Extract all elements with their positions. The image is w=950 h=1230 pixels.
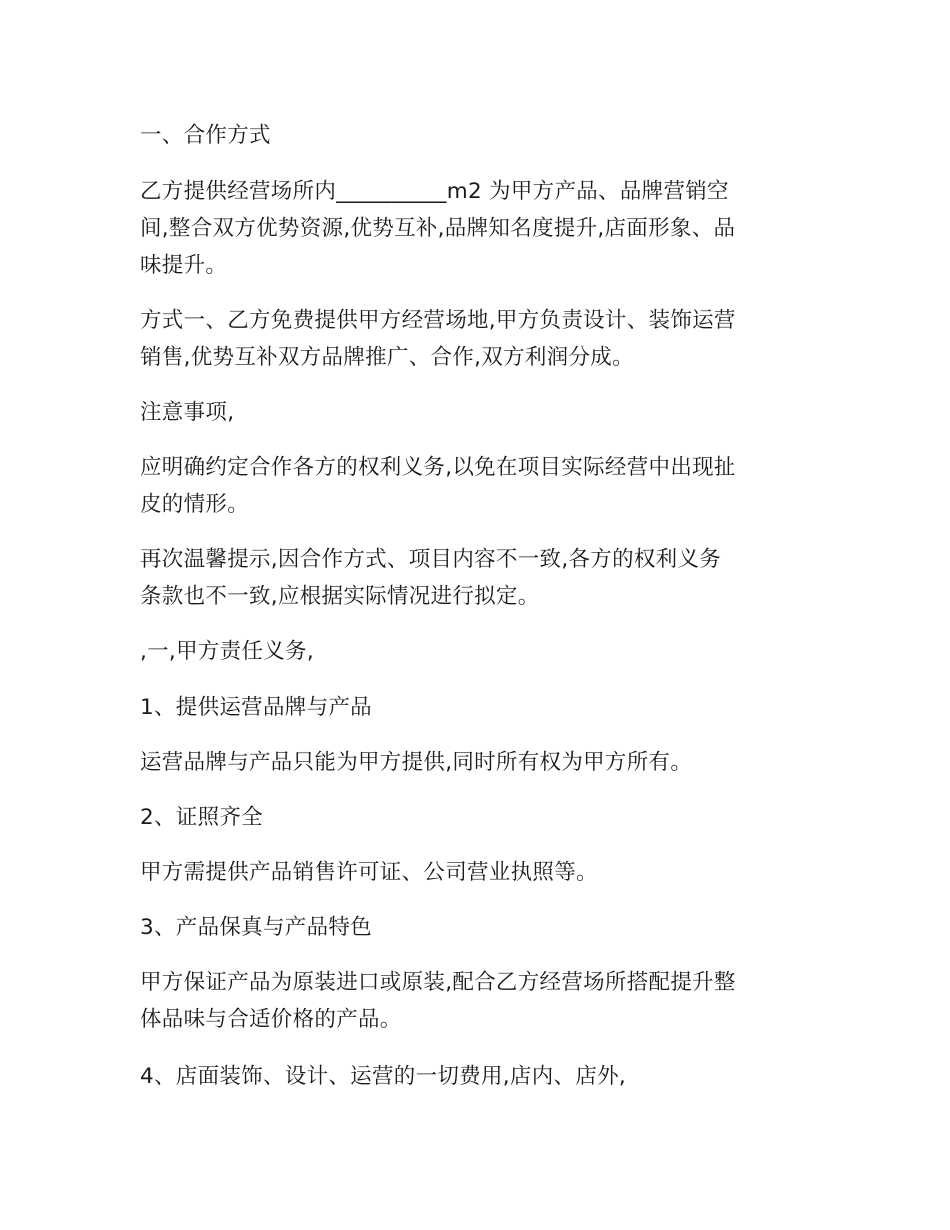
list-item-heading: 3、产品保真与产品特色 [140,915,372,940]
paragraph-line: 再次温馨提示,因合作方式、项目内容不一致,各方的权利义务 [140,547,722,572]
section-heading-party-a-duties: ,一,甲方责任义务, [140,639,315,664]
paragraph-line: 乙方提供经营场所内__________m2 为甲方产品、品牌营销空 [140,179,729,204]
list-item-heading: 4、店面装饰、设计、运营的一切费用,店内、店外, [140,1064,627,1089]
paragraph-line: 销售,优势互补双方品牌推广、合作,双方利润分成。 [140,345,634,370]
paragraph-line: 甲方保证产品为原装进口或原装,配合乙方经营场所搭配提升整 [140,970,736,995]
paragraph-line: 应明确约定合作各方的权利义务,以免在项目实际经营中出现扯 [140,455,736,480]
list-item-heading: 1、提供运营品牌与产品 [140,695,372,720]
paragraph-line: 体品味与合适价格的产品。 [140,1007,402,1032]
paragraph-line: 味提升。 [140,253,228,278]
section-heading-cooperation-method: 一、合作方式 [140,123,271,148]
paragraph-line: 运营品牌与产品只能为甲方提供,同时所有权为甲方所有。 [140,750,693,775]
list-item-heading: 2、证照齐全 [140,805,263,830]
paragraph-line: 甲方需提供产品销售许可证、公司营业执照等。 [140,860,598,885]
paragraph-line: 间,整合双方优势资源,优势互补,品牌知名度提升,店面形象、品 [140,216,736,241]
paragraph-line: 皮的情形。 [140,492,250,517]
notes-heading: 注意事项, [140,400,235,425]
paragraph-line: 方式一、乙方免费提供甲方经营场地,甲方负责设计、装饰运营 [140,308,736,333]
paragraph-line: 条款也不一致,应根据实际情况进行拟定。 [140,584,540,609]
